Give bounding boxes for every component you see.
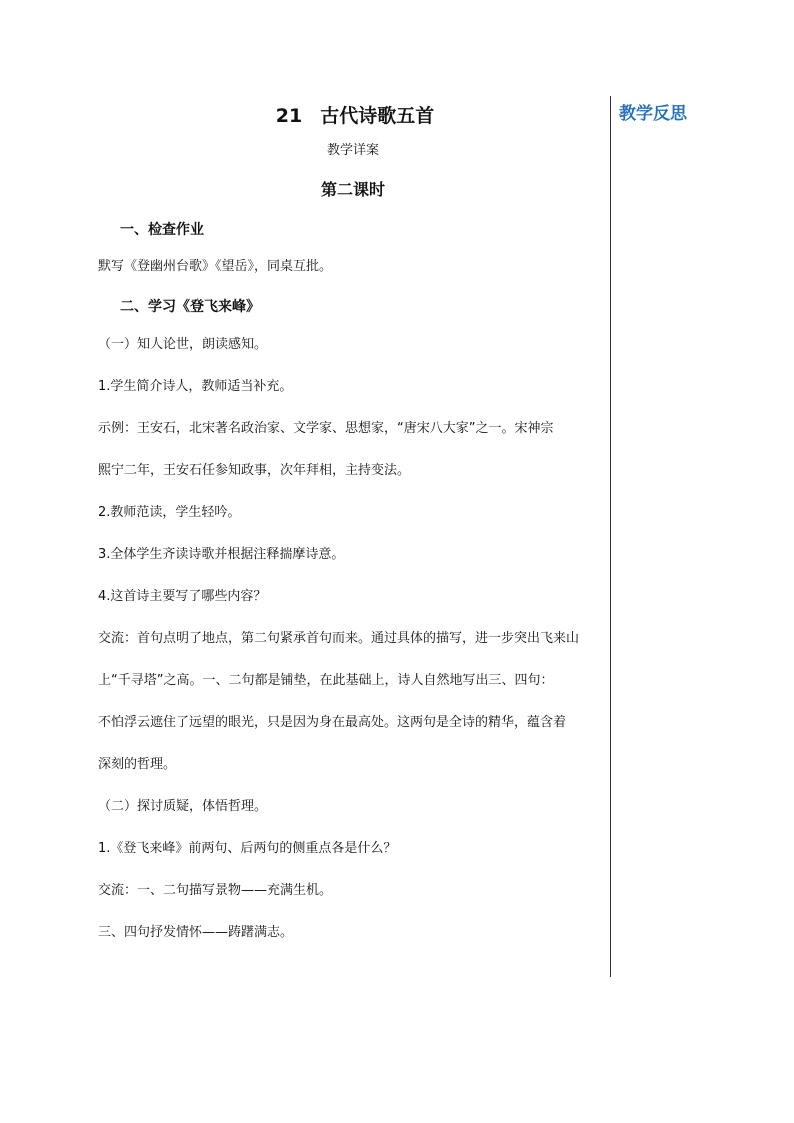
section-heading-poem: 二、学习《登飞来峰》 (120, 299, 260, 315)
lesson-number: 21 (275, 105, 303, 127)
page-title (98, 96, 608, 142)
section-heading-homework: 一、检查作业 (120, 222, 204, 238)
lesson-title: 古代诗歌五首 (320, 105, 435, 127)
reflection-title: 教学反思 (619, 104, 687, 124)
step-1-text: 1.学生简介诗人，教师适当补充。 (98, 379, 293, 394)
discussion-text: 交流：首句点明了地点，第二句紧承首句而来。通过具体的描写，进一步突出飞来山 (98, 631, 580, 646)
step-4-text: 4.这首诗主要写了哪些内容？ (98, 589, 267, 604)
discussion-text-cont: 不怕浮云遮住了远望的眼光，只是因为身在最高处。这两句是全诗的精华，蕴含着 (98, 715, 567, 730)
lesson-plan-body (98, 96, 608, 943)
subsection-heading-inquiry: （二）探讨质疑，体悟哲理。 (98, 799, 268, 814)
example-text-cont: 熙宁二年，王安石任参知政事，次年拜相，主持变法。 (98, 463, 411, 478)
question-1-text: 1.《登飞来峰》前两句、后两句的侧重点各是什么？ (98, 841, 397, 856)
discussion-text-cont: 上“千寻塔”之高。一、二句都是铺垫，在此基础上，诗人自然地写出三、四句： (98, 673, 554, 688)
answer-text-cont: 三、四句抒发情怀——踌躇满志。 (98, 925, 294, 940)
discussion-text-cont: 深刻的哲理。 (98, 757, 177, 772)
column-divider (610, 96, 611, 977)
answer-text: 交流：一、二句描写景物——充满生机。 (98, 883, 333, 898)
homework-text: 默写《登幽州台歌》《望岳》，同桌互批。 (98, 259, 333, 274)
example-text: 示例：王安石，北宋著名政治家、文学家、思想家，“唐宋八大家”之一。宋神宗 (98, 421, 554, 436)
subsection-heading-intro: （一）知人论世，朗读感知。 (98, 337, 268, 352)
lesson-period: 第二课时 (320, 180, 385, 199)
document-subtitle: 教学详案 (326, 143, 379, 158)
reflection-column (619, 102, 789, 126)
step-3-text: 3.全体学生齐读诗歌并根据注释揣摩诗意。 (98, 547, 345, 562)
step-2-text: 2.教师范读，学生轻吟。 (98, 505, 241, 520)
